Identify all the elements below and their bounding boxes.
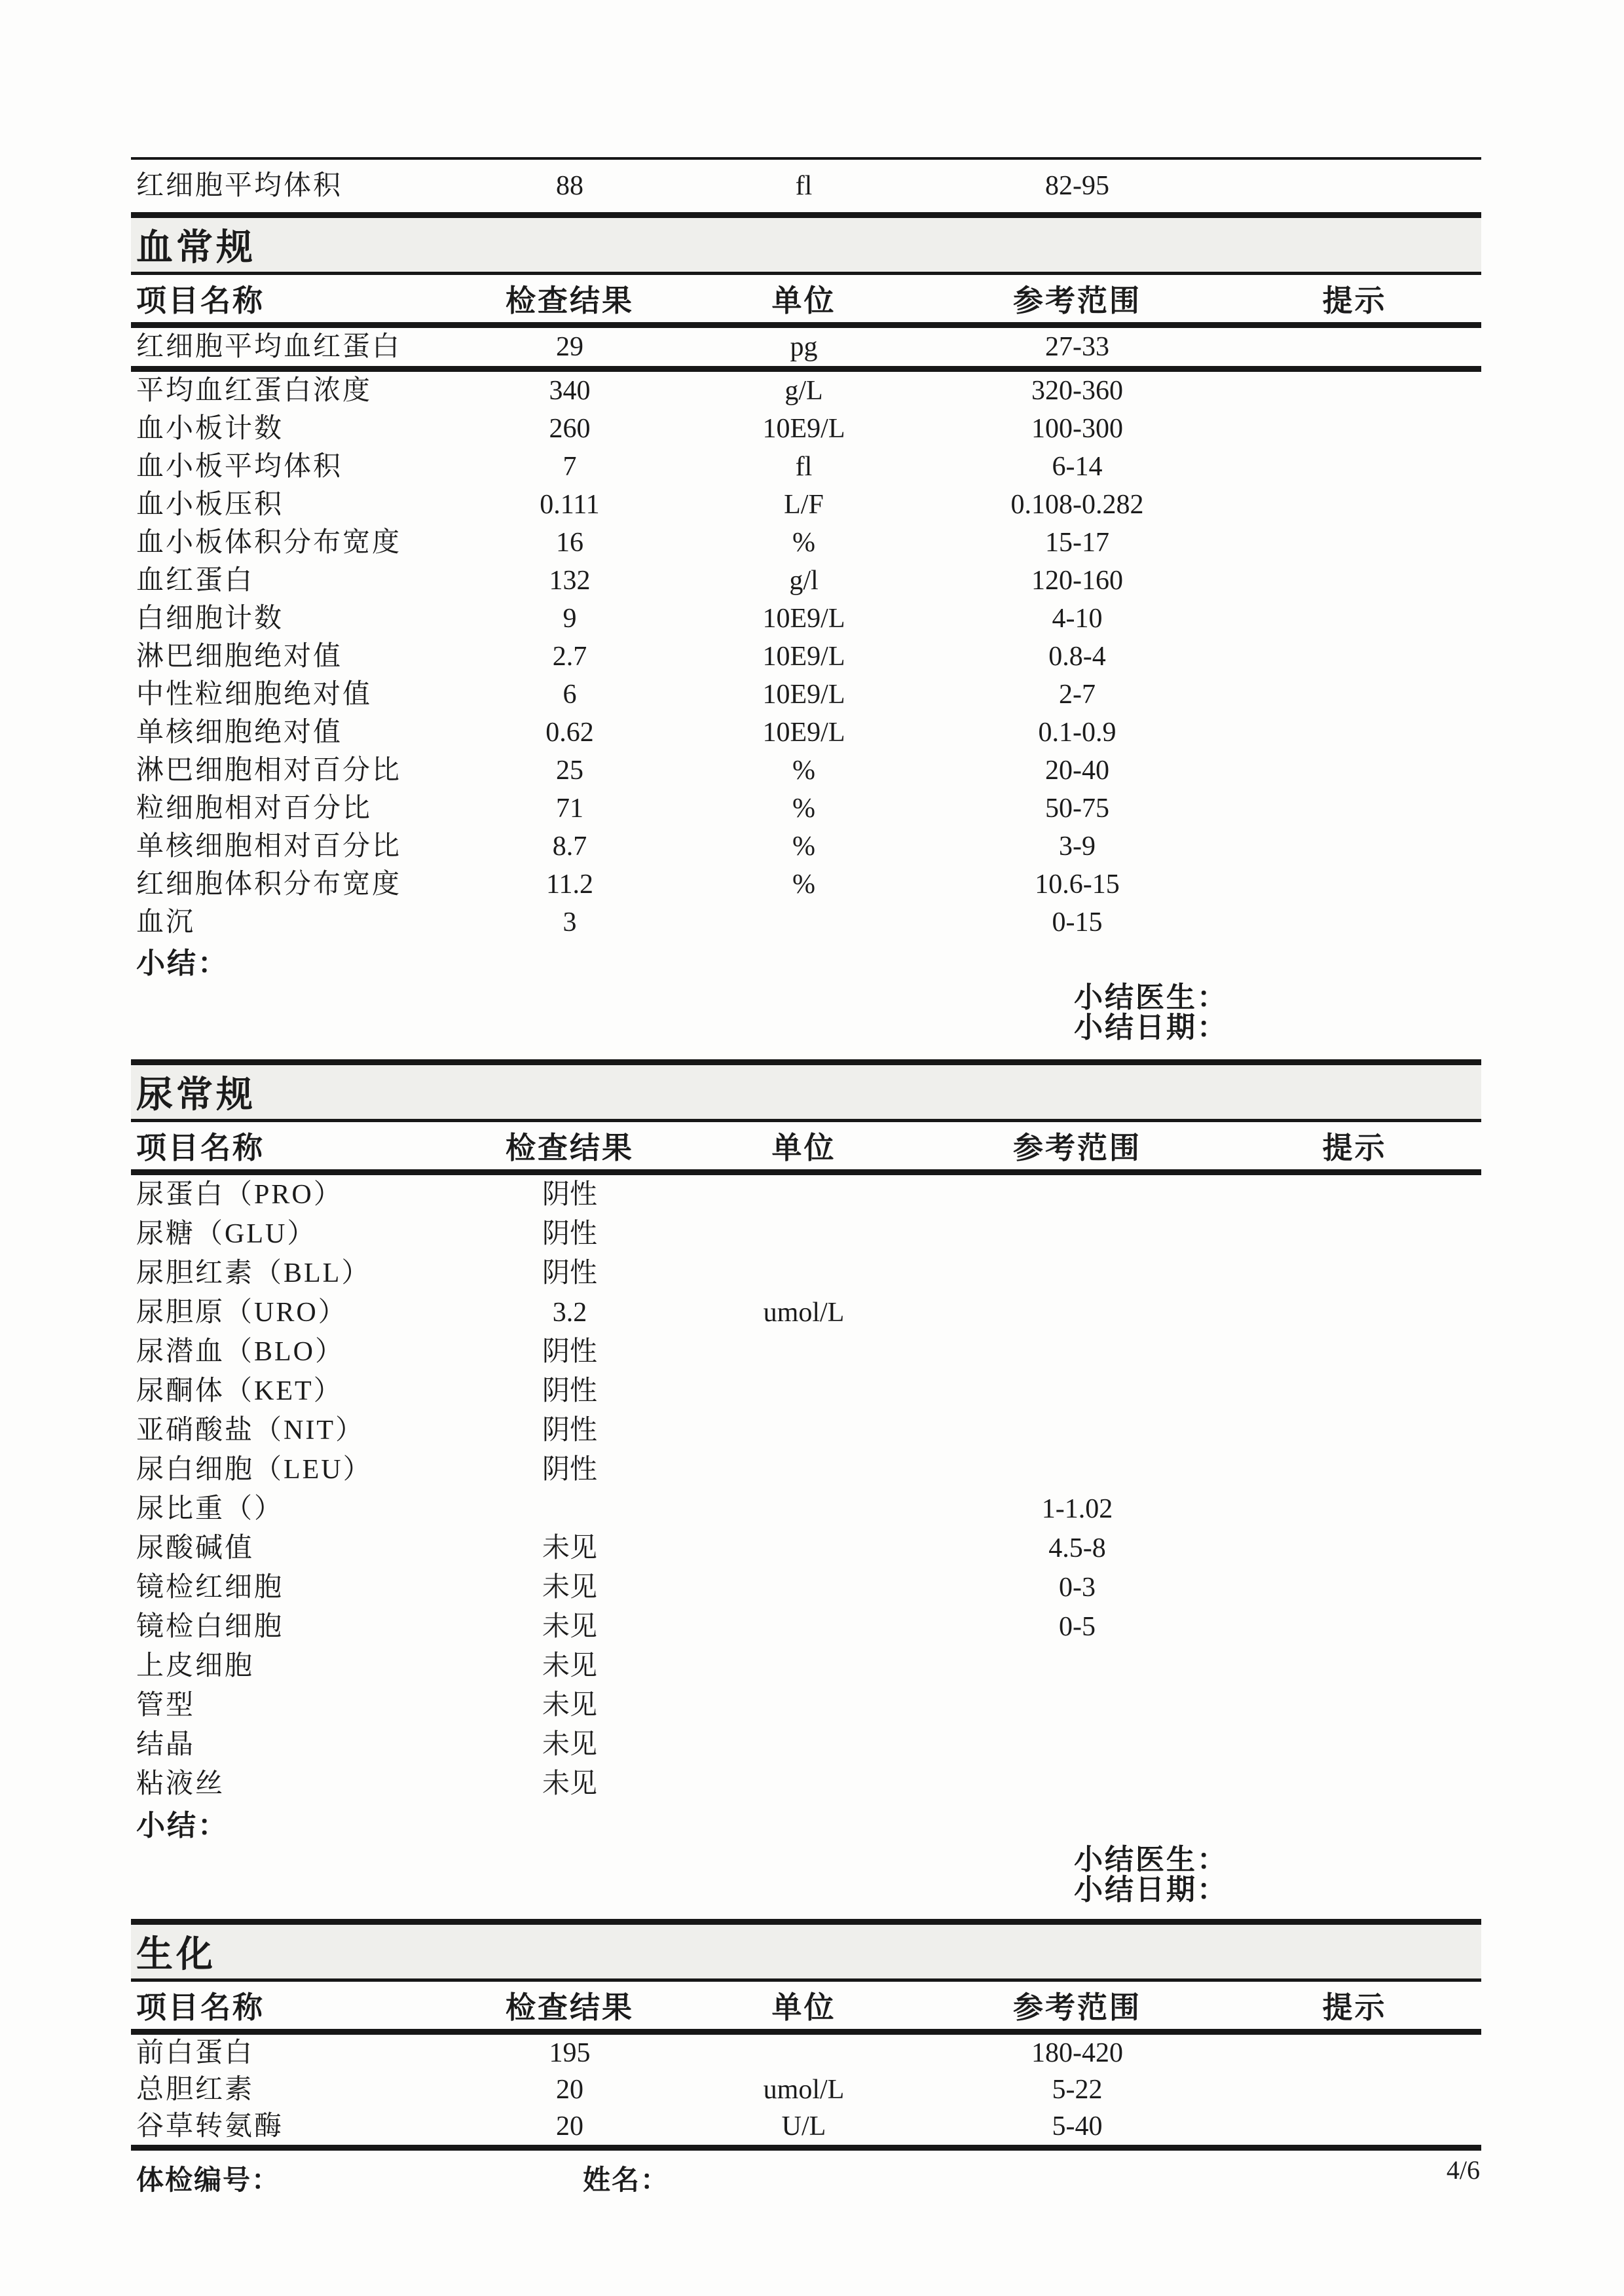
column-header-hint: 提示	[1322, 284, 1387, 318]
cell-unit: 10E9/L	[762, 641, 845, 672]
table-row	[131, 1568, 1481, 1607]
cell-item-name: 尿糖（GLU）	[136, 1218, 317, 1249]
section-rows	[131, 1175, 1481, 1804]
cell-result: 未见	[542, 1650, 597, 1681]
cell-item-name: 总胆红素	[136, 2074, 255, 2105]
cell-result: 0.62	[545, 717, 594, 748]
cell-ref-range: 100-300	[1031, 413, 1123, 444]
top-margin	[131, 0, 1481, 157]
table-row	[131, 1411, 1481, 1450]
cell-ref-range: 4-10	[1052, 603, 1103, 634]
section-title-band: 生化	[131, 1925, 1481, 1978]
cell-item-name: 血小板体积分布宽度	[136, 527, 402, 558]
column-header-unit: 单位	[771, 1131, 836, 1165]
cell-item-name: 尿白细胞（LEU）	[136, 1454, 373, 1485]
cell-result: 阴性	[542, 1258, 597, 1288]
cell-ref-range: 6-14	[1052, 451, 1103, 482]
summary-doctor-label: 小结医生：	[1074, 981, 1228, 1013]
cell-result: 132	[549, 565, 591, 596]
footer-exam-number-label: 体检编号：	[136, 2166, 281, 2196]
column-header-result: 检查结果	[506, 1991, 634, 2024]
table-row	[131, 752, 1481, 790]
cell-ref-range: 27-33	[1045, 331, 1109, 362]
cell-item-name: 管型	[136, 1690, 196, 1721]
table-row	[131, 1489, 1481, 1529]
cell-item-name: 亚硝酸盐（NIT）	[136, 1415, 365, 1446]
cell-item-name: 血小板计数	[136, 413, 284, 444]
column-header-item-name: 项目名称	[136, 1131, 265, 1165]
cell-unit: %	[792, 527, 815, 558]
cell-unit: g/l	[789, 565, 819, 596]
cell-result: 9	[563, 603, 577, 634]
cell-item-name: 淋巴细胞绝对值	[136, 641, 343, 672]
cell-unit: g/L	[784, 375, 823, 406]
cell-item-name: 镜检红细胞	[136, 1572, 284, 1603]
section-top-rule	[131, 1059, 1481, 1065]
cell-unit: U/L	[781, 2111, 826, 2141]
table-row	[131, 562, 1481, 600]
table-row	[131, 2108, 1481, 2145]
cell-item-name: 尿蛋白（PRO）	[136, 1179, 343, 1210]
table-row	[131, 1175, 1481, 1214]
table-row	[131, 524, 1481, 562]
cell-unit: %	[792, 831, 815, 862]
cell-item-name: 白细胞计数	[136, 603, 284, 634]
cell-result: 7	[563, 451, 577, 482]
table-row	[131, 1332, 1481, 1372]
table-header-row	[131, 1122, 1481, 1169]
cell-result: 6	[563, 679, 577, 710]
section-title-band: 血常规	[131, 218, 1481, 272]
cell-unit: 10E9/L	[762, 413, 845, 444]
cell-item-name: 血小板平均体积	[136, 451, 343, 482]
table-row	[131, 903, 1481, 941]
cell-ref-range: 15-17	[1045, 527, 1109, 558]
table-row	[131, 1725, 1481, 1764]
cell-result: 8.7	[552, 831, 587, 862]
cell-unit: %	[792, 755, 815, 786]
cell-unit: %	[792, 793, 815, 824]
section-rows	[131, 2035, 1481, 2145]
cell-ref-range: 0-15	[1052, 907, 1103, 938]
column-header-unit: 单位	[771, 1991, 836, 2024]
cell-result: 20	[556, 2111, 583, 2141]
column-header-item-name: 项目名称	[136, 284, 265, 318]
cell-result: 3	[563, 907, 577, 938]
footer-name-label: 姓名：	[583, 2166, 670, 2196]
cell-item-name: 谷草转氨酶	[136, 2111, 284, 2141]
footer-page-number: 4/6	[1446, 2155, 1480, 2185]
column-header-result: 检查结果	[506, 284, 634, 318]
cell-item-name: 尿比重（）	[136, 1493, 284, 1524]
cell-unit: 10E9/L	[762, 603, 845, 634]
summary-signoff-block	[1074, 979, 1481, 1044]
cell-item-name: 中性粒细胞绝对值	[136, 679, 373, 710]
cell-item-name: 血红蛋白	[136, 565, 255, 596]
table-row	[131, 328, 1481, 366]
cell-item-name: 红细胞平均体积	[136, 170, 343, 201]
cell-unit: umol/L	[763, 2074, 845, 2105]
cell-unit: pg	[790, 331, 818, 362]
cell-result: 88	[556, 170, 583, 201]
table-row	[131, 410, 1481, 448]
column-header-item-name: 项目名称	[136, 1991, 265, 2024]
cell-ref-range: 82-95	[1045, 170, 1109, 201]
table-row	[131, 1254, 1481, 1293]
cell-result: 16	[556, 527, 583, 558]
column-header-ref-range: 参考范围	[1013, 1991, 1141, 2024]
cell-item-name: 尿胆原（URO）	[136, 1297, 348, 1328]
cell-item-name: 单核细胞相对百分比	[136, 831, 402, 862]
cell-result: 阴性	[542, 1336, 597, 1367]
cell-result: 71	[556, 793, 583, 824]
table-row	[131, 1764, 1481, 1804]
table-row	[131, 638, 1481, 676]
cell-item-name: 结晶	[136, 1729, 196, 1760]
cell-ref-range: 5-40	[1052, 2111, 1103, 2141]
column-header-unit: 单位	[771, 284, 836, 318]
summary-label: 小结：	[136, 947, 229, 979]
cell-item-name: 尿酸碱值	[136, 1533, 255, 1563]
cell-result: 未见	[542, 1533, 597, 1563]
section-top-rule	[131, 1919, 1481, 1925]
column-header-ref-range: 参考范围	[1013, 284, 1141, 318]
cell-item-name: 尿胆红素（BLL）	[136, 1258, 371, 1288]
report-content-column	[131, 0, 1481, 2198]
table-row	[131, 486, 1481, 524]
cell-item-name: 血沉	[136, 907, 196, 938]
cell-item-name: 淋巴细胞相对百分比	[136, 755, 402, 786]
table-row	[131, 2071, 1481, 2108]
report-sections	[131, 212, 1481, 2151]
cell-ref-range: 0-5	[1059, 1611, 1096, 1642]
column-header-hint: 提示	[1322, 1991, 1387, 2024]
report-bottom-rule	[131, 2145, 1481, 2151]
cell-result: 阴性	[542, 1376, 597, 1406]
cell-result: 195	[549, 2037, 591, 2068]
table-row	[131, 1686, 1481, 1725]
cell-item-name: 平均血红蛋白浓度	[136, 375, 373, 406]
cell-item-name: 镜检白细胞	[136, 1611, 284, 1642]
cell-ref-range: 4.5-8	[1048, 1533, 1106, 1563]
cell-ref-range: 0.108-0.282	[1010, 489, 1144, 520]
cell-ref-range: 120-160	[1031, 565, 1123, 596]
cell-item-name: 红细胞体积分布宽度	[136, 869, 402, 900]
cell-item-name: 血小板压积	[136, 489, 284, 520]
cell-ref-range: 0.1-0.9	[1038, 717, 1116, 748]
table-row	[131, 1607, 1481, 1647]
cell-ref-range: 0-3	[1059, 1572, 1096, 1603]
cell-item-name: 尿酮体（KET）	[136, 1376, 343, 1406]
cell-result: 未见	[542, 1768, 597, 1799]
cell-result: 阴性	[542, 1179, 597, 1210]
table-row	[131, 1214, 1481, 1254]
cell-unit: 10E9/L	[762, 717, 845, 748]
section-top-rule	[131, 212, 1481, 218]
cell-item-name: 前白蛋白	[136, 2037, 255, 2068]
table-row	[131, 714, 1481, 752]
table-row-carryover	[131, 160, 1481, 212]
table-row	[131, 1450, 1481, 1489]
column-header-hint: 提示	[1322, 1131, 1387, 1165]
table-row	[131, 790, 1481, 828]
cell-result: 阴性	[542, 1218, 597, 1249]
cell-result: 未见	[542, 1611, 597, 1642]
table-row	[131, 828, 1481, 866]
table-row	[131, 866, 1481, 903]
cell-ref-range: 180-420	[1031, 2037, 1123, 2068]
cell-result: 阴性	[542, 1415, 597, 1446]
summary-doctor-label: 小结医生：	[1074, 1844, 1228, 1876]
table-row	[131, 448, 1481, 486]
cell-ref-range: 320-360	[1031, 375, 1123, 406]
table-row	[131, 372, 1481, 410]
cell-result: 29	[556, 331, 583, 362]
summary-signoff-block	[1074, 1842, 1481, 1906]
cell-unit: fl	[795, 451, 813, 482]
cell-unit: fl	[795, 170, 813, 201]
cell-ref-range: 1-1.02	[1041, 1493, 1113, 1524]
summary-date-label: 小结日期：	[1074, 1874, 1228, 1906]
cell-result: 未见	[542, 1729, 597, 1760]
cell-ref-range: 50-75	[1045, 793, 1109, 824]
cell-unit: %	[792, 869, 815, 900]
cell-result: 阴性	[542, 1454, 597, 1485]
cell-result: 3.2	[552, 1297, 587, 1328]
table-header-row	[131, 1982, 1481, 2029]
report-footer	[131, 2151, 1481, 2198]
header-bottom-rule	[131, 322, 1481, 328]
header-bottom-rule	[131, 2029, 1481, 2035]
cell-item-name: 单核细胞绝对值	[136, 717, 343, 748]
cell-result: 2.7	[552, 641, 587, 672]
section-rows	[131, 328, 1481, 941]
summary-label: 小结：	[136, 1810, 229, 1842]
cell-result: 25	[556, 755, 583, 786]
summary-date-label: 小结日期：	[1074, 1011, 1228, 1044]
column-header-ref-range: 参考范围	[1013, 1131, 1141, 1165]
cell-ref-range: 10.6-15	[1035, 869, 1120, 900]
cell-result: 20	[556, 2074, 583, 2105]
cell-item-name: 红细胞平均血红蛋白	[136, 331, 402, 362]
table-header-row	[131, 275, 1481, 322]
table-row	[131, 2035, 1481, 2071]
cell-result: 未见	[542, 1572, 597, 1603]
header-bottom-rule	[131, 1169, 1481, 1175]
cell-ref-range: 20-40	[1045, 755, 1109, 786]
section-生化	[131, 1902, 1481, 2145]
table-row	[131, 1293, 1481, 1332]
cell-result: 260	[549, 413, 591, 444]
table-row	[131, 676, 1481, 714]
cell-ref-range: 5-22	[1052, 2074, 1103, 2105]
table-row	[131, 1372, 1481, 1411]
cell-item-name: 上皮细胞	[136, 1650, 255, 1681]
cell-result: 未见	[542, 1690, 597, 1721]
cell-ref-range: 3-9	[1059, 831, 1096, 862]
section-gap	[131, 1902, 1481, 1919]
cell-unit: 10E9/L	[762, 679, 845, 710]
cell-item-name: 粒细胞相对百分比	[136, 793, 373, 824]
table-row	[131, 600, 1481, 638]
cell-unit: umol/L	[763, 1297, 845, 1328]
section-血常规	[131, 212, 1481, 1044]
cell-result: 0.111	[540, 489, 600, 520]
cell-item-name: 尿潜血（BLO）	[136, 1336, 345, 1367]
first-row-divider-rule	[131, 366, 1481, 372]
column-header-result: 检查结果	[506, 1131, 634, 1165]
cell-unit: L/F	[784, 489, 824, 520]
cell-ref-range: 0.8-4	[1048, 641, 1106, 672]
cell-item-name: 粘液丝	[136, 1768, 225, 1799]
section-尿常规	[131, 1040, 1481, 1906]
cell-ref-range: 2-7	[1059, 679, 1096, 710]
table-row	[131, 1647, 1481, 1686]
cell-result: 11.2	[546, 869, 593, 900]
cell-result: 340	[549, 375, 591, 406]
table-row	[131, 1529, 1481, 1568]
section-title-band: 尿常规	[131, 1065, 1481, 1119]
section-gap	[131, 1040, 1481, 1059]
